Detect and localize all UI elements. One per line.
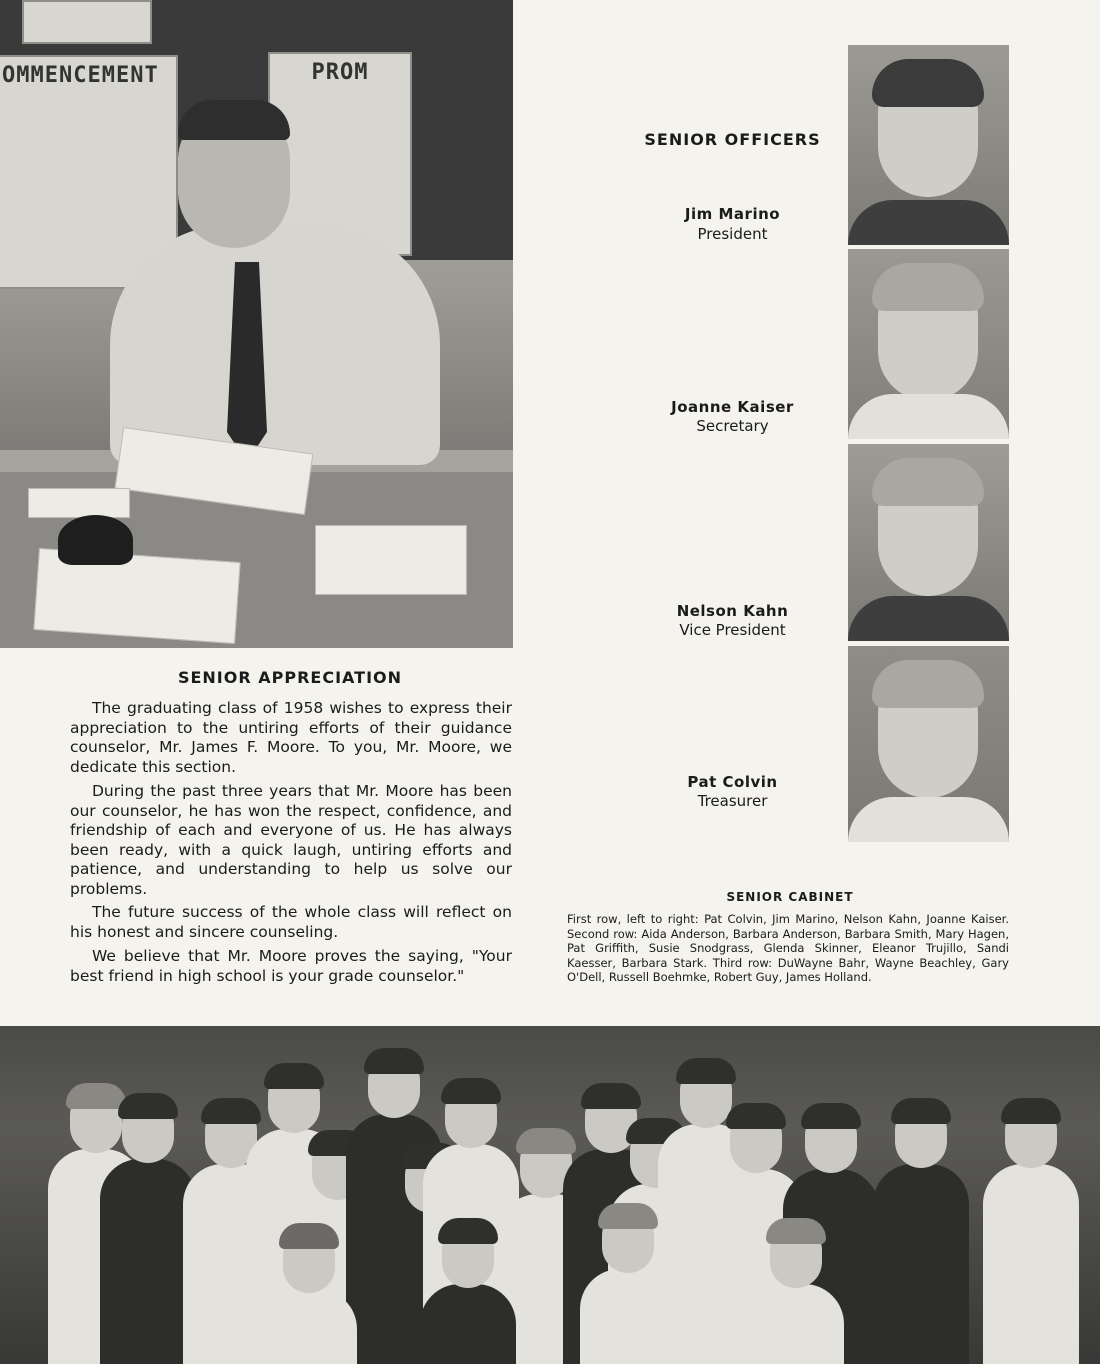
portrait-secretary	[848, 249, 1009, 439]
portrait-treasurer	[848, 646, 1009, 842]
officer-role: President	[697, 225, 768, 243]
appreciation-title: SENIOR APPRECIATION	[177, 668, 403, 687]
appreciation-paragraph: We believe that Mr. Moore proves the saying, "Your best friend in high school is your grade counselor."	[70, 947, 512, 985]
officer-name: Pat Colvin	[687, 773, 778, 791]
cabinet-group-photo	[0, 1026, 1100, 1364]
commencement-sign-label: OMMENCEMENT	[2, 63, 159, 88]
cabinet-caption: First row, left to right: Pat Colvin, Jim Marino, Nelson Kahn, Joanne Kaiser. Second row: Aida Anderson, Barbara Anderson, Barbara Smith, Mary Hagen, Pat Griffith, Susie Snodgrass, Glenda Skinner, Eleanor Trujillo, Sandi Kaesser, Barbara Stark. Third row: DuWayne Bahr, Wayne Beachley, Gary O'Dell, Russell Boehmke, Robert Guy, James Holland.	[567, 912, 1009, 984]
officers-title: SENIOR OFFICERS	[644, 130, 821, 149]
appreciation-paragraph: During the past three years that Mr. Moore has been our counselor, he has won the respect, confidence, and friendship of each and everyone of us. He has always been ready, with a quick laugh, untiring efforts and patience, and understanding to help us solve our problems.	[70, 782, 512, 898]
portrait-vice-president	[848, 444, 1009, 641]
officer-role: Treasurer	[697, 792, 768, 810]
officer-name: Jim Marino	[684, 205, 781, 223]
officer-name: Nelson Kahn	[676, 602, 789, 620]
prom-sign-label: PROM	[311, 60, 369, 85]
officer-name: Joanne Kaiser	[671, 398, 794, 416]
counselor-photo	[0, 0, 513, 648]
notice-card	[22, 0, 152, 44]
appreciation-paragraph: The future success of the whole class will reflect on his honest and sincere counseling.	[70, 903, 512, 941]
phone	[58, 515, 133, 565]
cabinet-title: SENIOR CABINET	[726, 890, 854, 904]
appreciation-paragraph: The graduating class of 1958 wishes to express their appreciation to the untiring efforts of their guidance counselor, Mr. James F. Moore. To you, Mr. Moore, we dedicate this section.	[70, 699, 512, 776]
counselor-figure	[110, 225, 440, 465]
portrait-president	[848, 45, 1009, 245]
officer-role: Vice President	[679, 621, 786, 639]
officer-role: Secretary	[696, 417, 769, 435]
